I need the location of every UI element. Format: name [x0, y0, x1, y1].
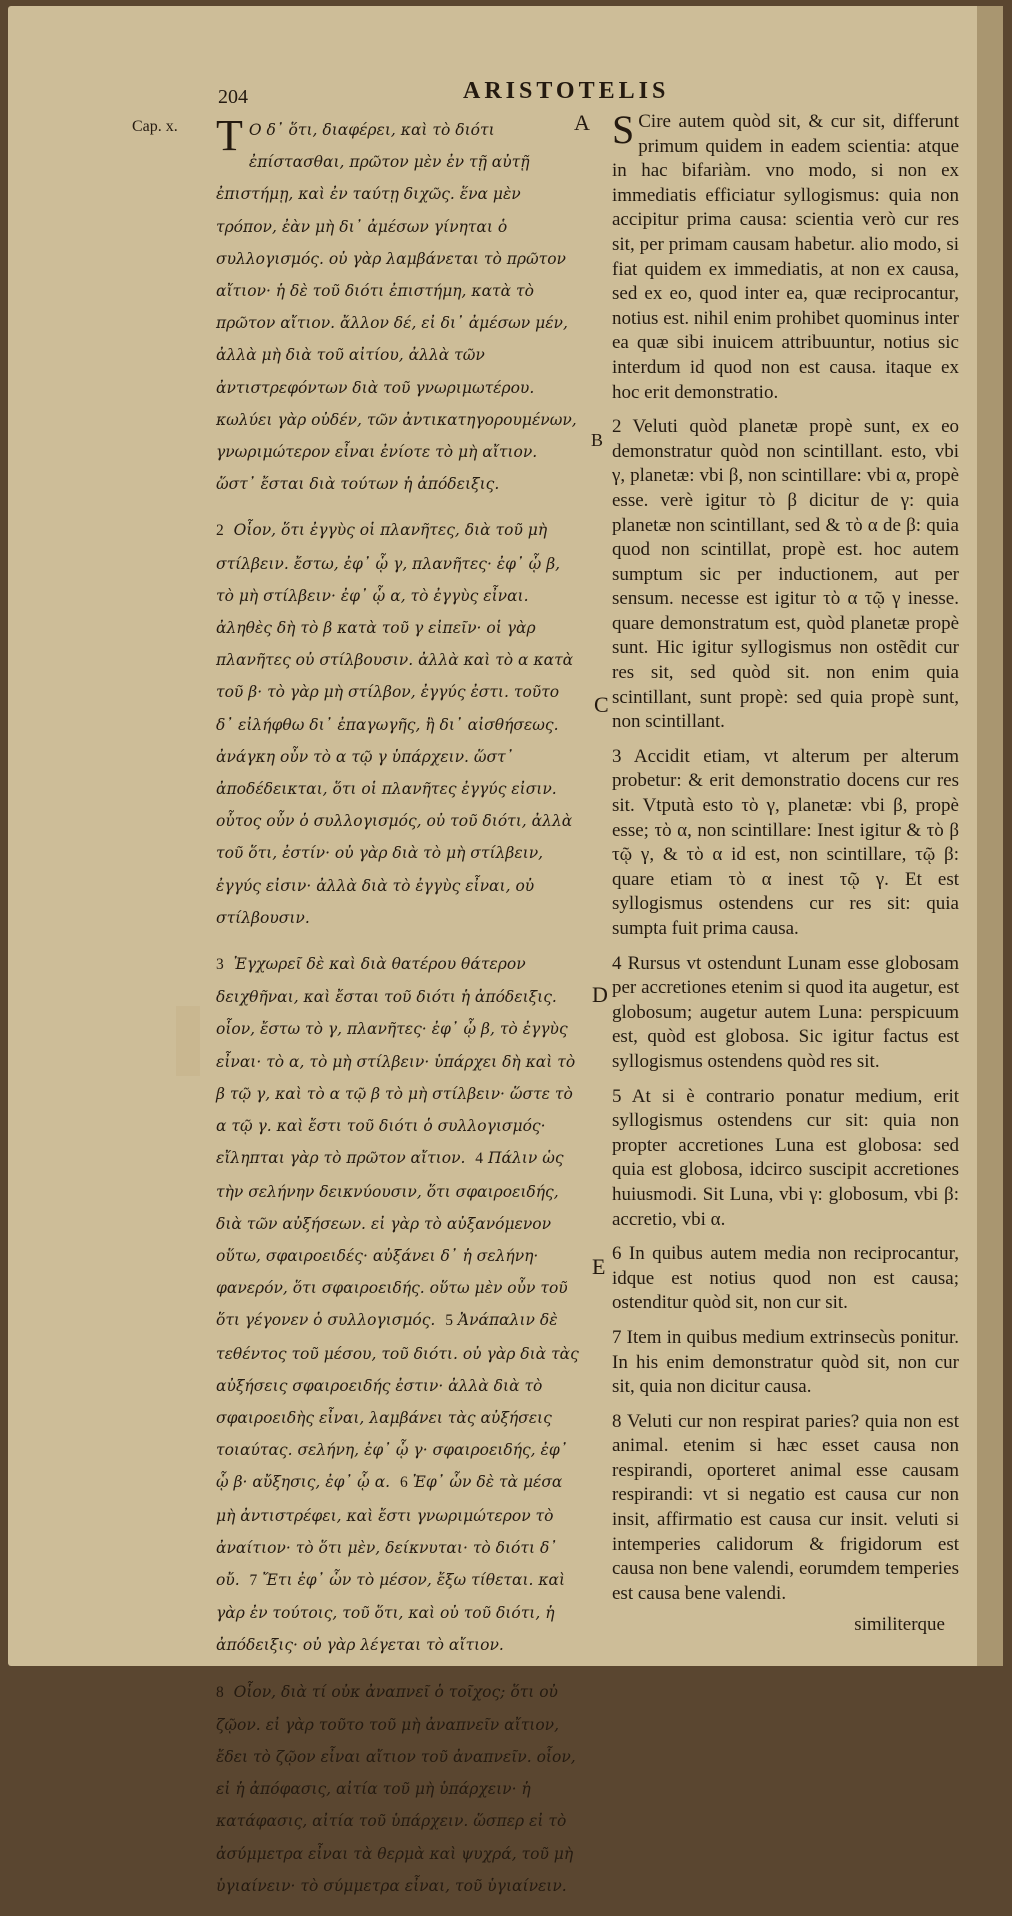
greek-num-7: 7	[249, 1571, 258, 1589]
margin-letter-c: C	[594, 692, 609, 717]
latin-paragraph-1	[612, 107, 959, 405]
greek-text-6: Ἐφ᾽ ὧν δὲ τὰ μέσα μὴ ἀντιστρέφει, καὶ ἔστι γνωριμώτερον τὸ ἀναίτιον· τὸ ὅτι μὲν, δείκνυται· τὸ διότι δ᾽ οὔ.	[216, 1473, 563, 1589]
greek-column	[216, 111, 581, 1916]
latin-text-6: 6 In quibus autem media non reciprocantur, idque est notius quod non est causa; ostenditur quòd sit, non cur sit.	[612, 1243, 959, 1314]
greek-text-5: Ἀνάπαλιν δὲ τεθέντος τοῦ μέσου, τοῦ διότι. οὐ γὰρ διὰ τὰς αὐξήσεις σφαιροειδής ἐστιν· ἀλλὰ διὰ τὸ σφαιροειδὴς εἶναι, λαμβάνει τὰς αὐξήσεις τοιαύτας. σελήνη, ἐφ᾽ ᾧ γ· σφαιροειδής, ἐφ᾽ ᾧ β· αὔξησις, ἐφ᾽ ᾧ α.	[216, 1311, 579, 1492]
running-head: ARISTOTELIS	[463, 78, 670, 104]
latin-paragraph-7	[612, 1326, 959, 1400]
greek-text-2: Οἷον, ὅτι ἐγγὺς οἱ πλανῆτες, διὰ τοῦ μὴ στίλβειν. ἔστω, ἐφ᾽ ᾧ γ, πλανῆτες· ἐφ᾽ ᾧ β, τὸ μὴ στίλβειν· ἐφ᾽ ᾧ α, τὸ ἐγγὺς εἶναι. ἀληθὲς δὴ τὸ β κατὰ τοῦ γ εἰπεῖν· οἱ γὰρ πλανῆτες οὐ στίλβουσιν. ἀλλὰ καὶ τὸ α κατὰ τοῦ β· τὸ γὰρ μὴ στίλβον, ἐγγύς ἐστι. τοῦτο δ᾽ εἰλήφθω δι᾽ ἐπαγωγῆς, ἢ δι᾽ αἰσθήσεως. ἀνάγκη οὖν τὸ α τῷ γ ὑπάρχειν. ὥστ᾽ ἀποδέδεικται, ὅτι οἱ πλανῆτες ἐγγύς εἰσιν. οὗτος οὖν ὁ συλλογισμός, οὐ τοῦ διότι, ἀλλὰ τοῦ ὅτι, ἐστίν· οὐ γὰρ διὰ τὸ μὴ στίλβειν, ἐγγύς εἰσιν· ἀλλὰ διὰ τὸ ἐγγὺς εἶναι, οὐ στίλβουσιν.	[216, 521, 574, 927]
greek-num-4: 4	[475, 1150, 484, 1168]
page-edge	[977, 6, 1003, 1666]
margin-letter-d: D	[592, 982, 608, 1007]
page-number: 204	[218, 86, 248, 108]
greek-text-4: Πάλιν ὡς τὴν σελήνην δεικνύουσιν, ὅτι σφαιροειδής, διὰ τῶν αὐξήσεων. εἰ γὰρ τὸ αὐξανόμενον οὕτω, σφαιροειδές· αὐξάνει δ᾽ ἡ σελήνη· φανερόν, ὅτι σφαιροειδής. οὕτω μὲν οὖν τοῦ ὅτι γέγονεν ὁ συλλογισμός.	[216, 1149, 568, 1330]
latin-text-5: 5 At si è contrario ponatur medium, erit syllogismus ostendens cur sit: quia non propter accretiones Luna est globosa: sed quia est globosa, idcirco suscipit accretiones huiusmodi. Sit Luna, vbi γ: globosum, vbi β: accretio, vbi α.	[612, 1085, 959, 1230]
greek-paragraph-3	[216, 948, 581, 1661]
latin-text-1: Cire autem quòd sit, & cur sit, differunt primum quidem in eadem scientia: atque in hac bifariàm. vno modo, si non ex immediatis efficiatur syllogismus: quia non accipitur prima causa: scientia verò cur res sit, per primam causam habetur. alio modo, si fiat quidem ex immediatis, at non ex causa, sed ex eo, quod inter ea, quæ reciprocantur, notius est. nihil enim prohibet quominus inter ea quæ sibi inuicem attribuuntur, notius sic interdum id quod non est causa. itaque ex hoc erit demonstratio.	[612, 111, 959, 403]
greek-num-2: 2	[216, 522, 224, 540]
greek-text-3: Ἐγχωρεῖ δὲ καὶ διὰ θατέρου θάτερον δειχθῆναι, καὶ ἔσται τοῦ διότι ἡ ἀπόδειξις. οἷον, ἔστω τὸ γ, πλανῆτες· ἐφ᾽ ᾧ β, τὸ ἐγγὺς εἶναι· τὸ α, τὸ μὴ στίλβειν· ὑπάρχει δὴ καὶ τὸ β τῷ γ, καὶ τὸ α τῷ β τὸ μὴ στίλβειν· ὥστε τὸ α τῷ γ. καὶ ἔστι τοῦ διότι ὁ συλλογισμός· εἴληπται γὰρ τὸ πρῶτον αἴτιον.	[216, 955, 576, 1168]
latin-paragraph-8	[612, 1410, 959, 1607]
catchword: similiterque	[854, 1614, 945, 1635]
latin-paragraph-5	[612, 1085, 959, 1233]
latin-dropcap: S	[612, 107, 635, 152]
latin-text-2: 2 Veluti quòd planetæ propè sunt, ex eo demonstratur quòd non scintillant. esto, vbi γ, planetæ: vbi β, non scintillare: vbi α, propè esse. verè igitur τὸ β dicitur de γ: quia planetæ non scintillant, sed & τὸ α de β: quia quod non scintillat, propè est. hoc autem sumptum sic per inductionem, aut per sensum. necesse est igitur τὸ α τῷ γ inesse. quare demonstratum est, quòd planetæ propè sunt. Hic igitur syllogismus non ostẽdit cur res sit, sed quòd sit. non enim quia scintillant, sunt propè: sed quia propè sunt, non scintillant.	[612, 416, 959, 733]
latin-text-8: 8 Veluti cur non respirat paries? quia non est animal. etenim si hæc esset causa non respirandi, oporteret animal esse causam respirandi: vt si negatio est causa cur non insit, affirmatio est causa cur insit. veluti si intemperies calidorum & frigidorum est causa non bene valendi, eorumdem temperies est causa bene valendi.	[612, 1410, 959, 1604]
latin-column	[612, 107, 959, 1616]
margin-letter-e: E	[592, 1254, 606, 1279]
bleed-through-mark	[176, 1006, 200, 1076]
greek-text-1: Ο δ᾽ ὅτι, διαφέρει, καὶ τὸ διότι ἐπίστασθαι, πρῶτον μὲν ἐν τῇ αὐτῇ ἐπιστήμῃ, καὶ ἐν ταύτῃ διχῶς. ἕνα μὲν τρόπον, ἐὰν μὴ δι᾽ ἀμέσων γίνηται ὁ συλλογισμός. οὐ γὰρ λαμβάνεται τὸ πρῶτον αἴτιον· ἡ δὲ τοῦ διότι ἐπιστήμη, κατὰ τὸ πρῶτον αἴτιον. ἄλλον δέ, εἰ δι᾽ ἀμέσων μέν, ἀλλὰ μὴ διὰ τοῦ αἰτίου, ἀλλὰ τῶν ἀντιστρεφόντων διὰ τοῦ γνωριμωτέρου. κωλύει γὰρ οὐδέν, τῶν ἀντικατηγορουμένων, γνωριμώτερον εἶναι ἐνίοτε τὸ μὴ αἴτιον. ὥστ᾽ ἔσται διὰ τούτων ἡ ἀπόδειξις.	[216, 121, 577, 494]
latin-paragraph-3	[612, 745, 959, 942]
book-page	[8, 6, 1003, 1895]
latin-paragraph-4	[612, 952, 959, 1075]
chapter-label: Cap. x.	[132, 118, 178, 135]
greek-paragraph-8	[216, 1676, 581, 1902]
latin-paragraph-2	[612, 415, 959, 735]
latin-paragraph-6	[612, 1242, 959, 1316]
greek-text-7: Ἔτι ἐφ᾽ ὧν τὸ μέσον, ἔξω τίθεται. καὶ γὰρ ἐν τούτοις, τοῦ ὅτι, καὶ οὐ τοῦ διότι, ἡ ἀπόδειξις· οὐ γὰρ λέγεται τὸ αἴτιον.	[216, 1570, 566, 1655]
latin-text-7: 7 Item in quibus medium extrinsecùs ponitur. In his enim demonstratur quòd sit, non cur sit, quia non dicitur causa.	[612, 1326, 959, 1398]
greek-num-3: 3	[216, 956, 224, 974]
latin-text-3: 3 Accidit etiam, vt alterum per alterum probetur: & erit demonstratio docens cur res sit. Vtputà esto τὸ γ, planetæ: vbi β, propè esse; τὸ α, non scintillare: Inest igitur & τὸ β τῷ γ, & τὸ α id est, non scintillare, τῷ β: quare etiam τὸ α inest τῷ γ. Et est syllogismus ostendens cur res sit: quia sumpta fuit prima causa.	[612, 745, 959, 939]
greek-num-8: 8	[216, 1683, 224, 1701]
margin-letter-a: A	[574, 110, 590, 135]
greek-dropcap: T	[216, 111, 243, 160]
latin-text-4: 4 Rursus vt ostendunt Lunam esse globosam per accretiones etenim si quod ita augetur, est globosum; augetur autem Luna: perspicuum est, quòd est globosa. Sic igitur factus est syllogismus ostendens quòd res sit.	[612, 952, 959, 1072]
greek-paragraph-1	[216, 111, 581, 500]
margin-letter-b: B	[591, 430, 604, 450]
greek-paragraph-2	[216, 514, 581, 934]
greek-text-8: Οἷον, διὰ τί οὐκ ἀναπνεῖ ὁ τοῖχος; ὅτι οὐ ζῷον. εἰ γὰρ τοῦτο τοῦ μὴ ἀναπνεῖν αἴτιον, ἔδει τὸ ζῷον εἶναι αἴτιον τοῦ ἀναπνεῖν. οἷον, εἰ ἡ ἀπόφασις, αἰτία τοῦ μὴ ὑπάρχειν· ἡ κατάφασις, αἰτία τοῦ ὑπάρχειν. ὥσπερ εἰ τὸ ἀσύμμετρα εἶναι τὰ θερμὰ καὶ ψυχρά, τοῦ μὴ ὑγιαίνειν· τὸ σύμμετρα εἶναι, τοῦ ὑγιαίνειν.	[216, 1682, 576, 1895]
greek-num-5: 5	[445, 1312, 453, 1330]
greek-num-6: 6	[399, 1474, 408, 1492]
